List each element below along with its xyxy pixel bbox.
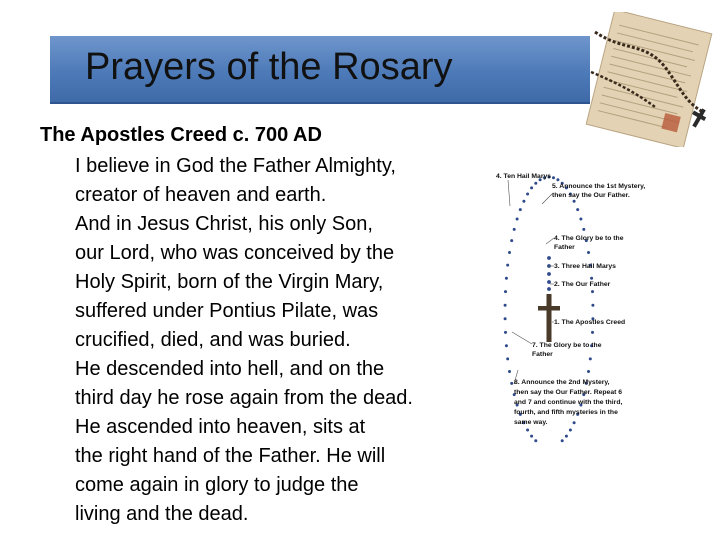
bead — [508, 370, 511, 373]
label-announce-2nd-e: same way. — [514, 419, 548, 426]
label-announce-2nd-b: then say the Our Father. Repeat 6 — [514, 389, 623, 396]
creed-line: the right hand of the Father. He will — [75, 445, 386, 467]
bead — [504, 290, 507, 293]
bead — [506, 264, 509, 267]
creed-line: He descended into hell, and on the — [75, 358, 385, 380]
creed-heading: The Apostles Creed c. 700 AD — [40, 124, 322, 146]
bead — [552, 176, 555, 179]
creed-line: And in Jesus Christ, his only Son, — [75, 213, 373, 235]
bead — [587, 251, 590, 254]
bead — [576, 208, 579, 211]
bead — [547, 280, 551, 284]
label-three-hail-marys: 3. Three Hail Marys — [554, 263, 616, 270]
rosary-diagram — [488, 162, 720, 462]
bead — [534, 182, 537, 185]
creed-line: suffered under Pontius Pilate, was — [75, 300, 379, 322]
title-bar — [50, 36, 590, 104]
bead — [505, 344, 508, 347]
bead — [504, 304, 507, 307]
label-glory-be-7a: 7. The Glory be to the — [532, 342, 602, 349]
creed-line: living and the dead. — [75, 503, 249, 525]
label-glory-be-b: Father — [554, 244, 575, 251]
bead — [579, 218, 582, 221]
creed-text — [75, 152, 413, 529]
bead — [587, 370, 590, 373]
label-announce-2nd-a: 8. Announce the 2nd Mystery, — [514, 379, 610, 386]
bead — [573, 421, 576, 424]
label-announce-2nd-c: and 7 and continue with the third, — [514, 399, 623, 406]
bead — [530, 435, 533, 438]
label-glory-be-7b: Father — [532, 351, 553, 358]
bead — [510, 382, 513, 385]
bead — [526, 193, 529, 196]
bead — [522, 200, 525, 203]
label-ten-hail-marys: 4. Ten Hail Marys — [496, 173, 552, 180]
bead — [547, 287, 551, 291]
rosary-photo — [585, 12, 713, 147]
bead — [519, 208, 522, 211]
label-glory-be-a: 4. The Glory be to the — [554, 235, 624, 242]
label-apostles-creed: 1. The Apostles Creed — [554, 319, 626, 326]
bead — [556, 178, 559, 181]
creed-line: our Lord, who was conceived by the — [75, 242, 395, 264]
label-our-father: 2. The Our Father — [554, 281, 611, 288]
crucifix-icon — [538, 294, 560, 342]
bead — [510, 239, 513, 242]
bead — [591, 290, 594, 293]
bead — [505, 277, 508, 280]
bead — [547, 272, 551, 276]
slide-title: Prayers of the Rosary — [85, 46, 453, 88]
bead — [591, 331, 594, 334]
bead — [506, 357, 509, 360]
label-announce-2nd-d: fourth, and fifth mysteries in the — [514, 409, 618, 416]
bead — [504, 317, 507, 320]
creed-line: He ascended into heaven, sits at — [75, 416, 366, 438]
bead — [547, 256, 551, 260]
creed-line: Holy Spirit, born of the Virgin Mary, — [75, 271, 384, 293]
creed-line: I believe in God the Father Almighty, — [75, 155, 396, 177]
bead — [526, 429, 529, 432]
bead — [573, 200, 576, 203]
bead — [591, 304, 594, 307]
bead — [561, 439, 564, 442]
bead — [508, 251, 511, 254]
creed-line: creator of heaven and earth. — [75, 184, 327, 206]
creed-line: come again in glory to judge the — [75, 474, 359, 496]
bead — [516, 218, 519, 221]
bead — [513, 228, 516, 231]
bead — [530, 186, 533, 189]
bead — [590, 277, 593, 280]
bead — [569, 429, 572, 432]
bead — [582, 228, 585, 231]
creed-line: crucified, died, and was buried. — [75, 329, 351, 351]
bead — [565, 435, 568, 438]
label-announce-1st-a: 5. Announce the 1st Mystery, — [552, 183, 646, 190]
bead — [504, 331, 507, 334]
bead — [534, 439, 537, 442]
creed-line: third day he rose again from the dead. — [75, 387, 413, 409]
label-announce-1st-b: then say the Our Father. — [552, 192, 630, 199]
bead — [589, 357, 592, 360]
